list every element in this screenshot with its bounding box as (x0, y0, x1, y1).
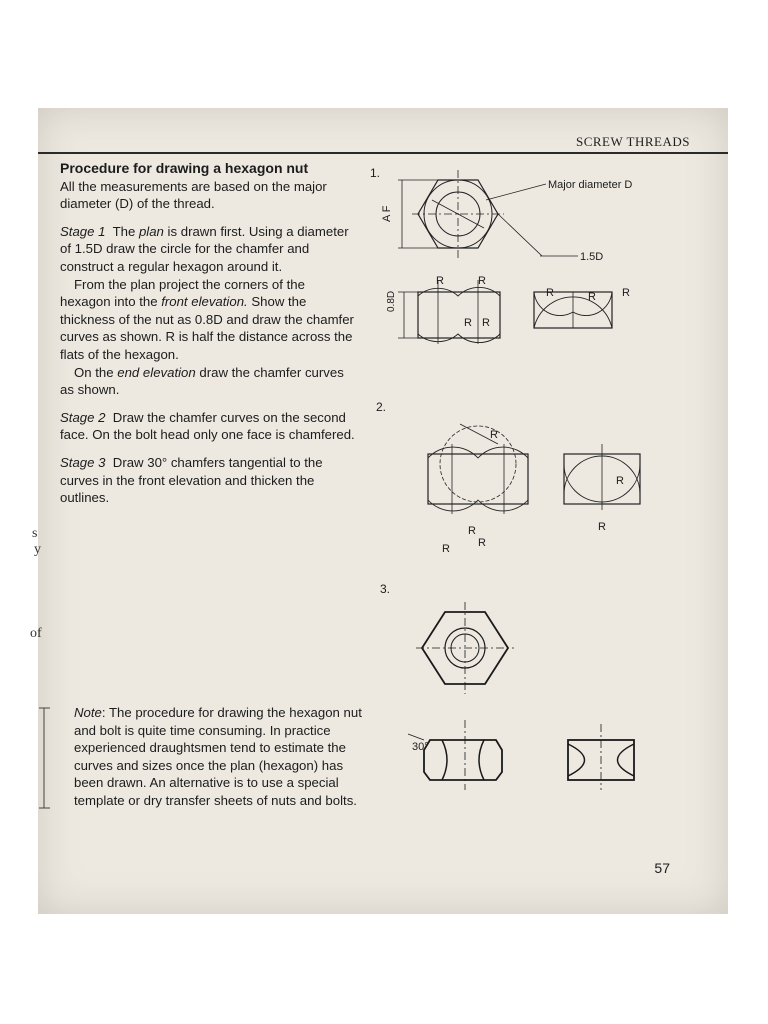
running-head: SCREW THREADS (575, 134, 690, 149)
figure-3-number: 3. (380, 582, 391, 596)
margin-fragment: of (30, 626, 42, 641)
stage1-paragraph: Stage 1 The plan is drawn first. Using a diameter of 1.5D draw the circle for the chamfer and construct a regular hexagon around it. (60, 223, 349, 274)
r-label: R (442, 543, 450, 555)
af-label: A F (381, 205, 393, 222)
header-rule (38, 152, 728, 154)
r-label: R (464, 317, 472, 329)
r-label: R (478, 537, 486, 549)
r-label: R (598, 521, 606, 533)
major-diameter-label: Major diameter D (548, 179, 633, 191)
r-label: R (546, 287, 554, 299)
figure-2-diagram (398, 414, 658, 554)
stage1-label: Stage 1 (60, 223, 106, 239)
intro-paragraph: All the measurements are based on the major diameter (D) of the thread. (60, 178, 327, 212)
section-heading: Procedure for drawing a hexagon nut (60, 160, 309, 176)
r-label: R (616, 475, 624, 487)
margin-fragment: y (34, 542, 41, 557)
r-label: R (588, 291, 596, 303)
zero-eight-d-label: 0.8D (386, 290, 397, 312)
note-label: Note (74, 705, 102, 720)
one-five-d-label: 1.5D (580, 251, 604, 263)
thirty-degree-label: 30° (412, 741, 429, 753)
end-elevation-stage2 (564, 444, 640, 510)
page-number: 57 (654, 860, 670, 876)
figure-1-number: 1. (370, 166, 381, 180)
front-elevation-final (424, 720, 502, 790)
stage3-label: Stage 3 (60, 454, 106, 470)
stage2-paragraph: Stage 2 Draw the chamfer curves on the second face. On the bolt head only one face is chamfered. (60, 409, 355, 443)
r-label: R (622, 287, 630, 299)
end-elevation-final (568, 724, 634, 790)
figure-3-diagram (390, 594, 650, 794)
book-page (30, 108, 728, 914)
front-elevation-stage2 (428, 424, 528, 514)
r-label: R (436, 275, 444, 287)
r-label: R (482, 317, 490, 329)
margin-fragment: s (32, 526, 38, 541)
plan-hexagon (398, 170, 542, 258)
r-label: R (478, 275, 486, 287)
stage2-label: Stage 2 (60, 409, 106, 425)
front-elevation (398, 280, 500, 344)
note-paragraph: Note: The procedure for drawing the hexagon nut and bolt is quite time consuming. In practice experienced draughtsmen tend to estimate the curves and sizes once the plan (hexagon) has been drawn. An alternative is to use a special template or dry transfer sheets of nuts and bolts. (74, 705, 362, 808)
projection-paragraph: From the plan project the corners of the hexagon into the front elevation. Show the thickness of the nut as 0.8D and draw the chamfer curves as shown. R is half the distance across the flats of the hexagon. (60, 276, 354, 362)
procedure-text (60, 160, 356, 517)
figure-2-number: 2. (376, 400, 387, 414)
plan-hexagon-final (416, 602, 514, 694)
end-elevation-paragraph: On the end elevation draw the chamfer curves as shown. (60, 364, 344, 398)
stage3-paragraph: Stage 3 Draw 30° chamfers tangential to the curves in the front elevation and thicken the outlines. (60, 454, 323, 506)
r-label: R (490, 429, 498, 441)
margin-dimension-mark (38, 704, 58, 814)
figure-1-diagram (358, 166, 658, 352)
r-label: R (468, 525, 476, 537)
